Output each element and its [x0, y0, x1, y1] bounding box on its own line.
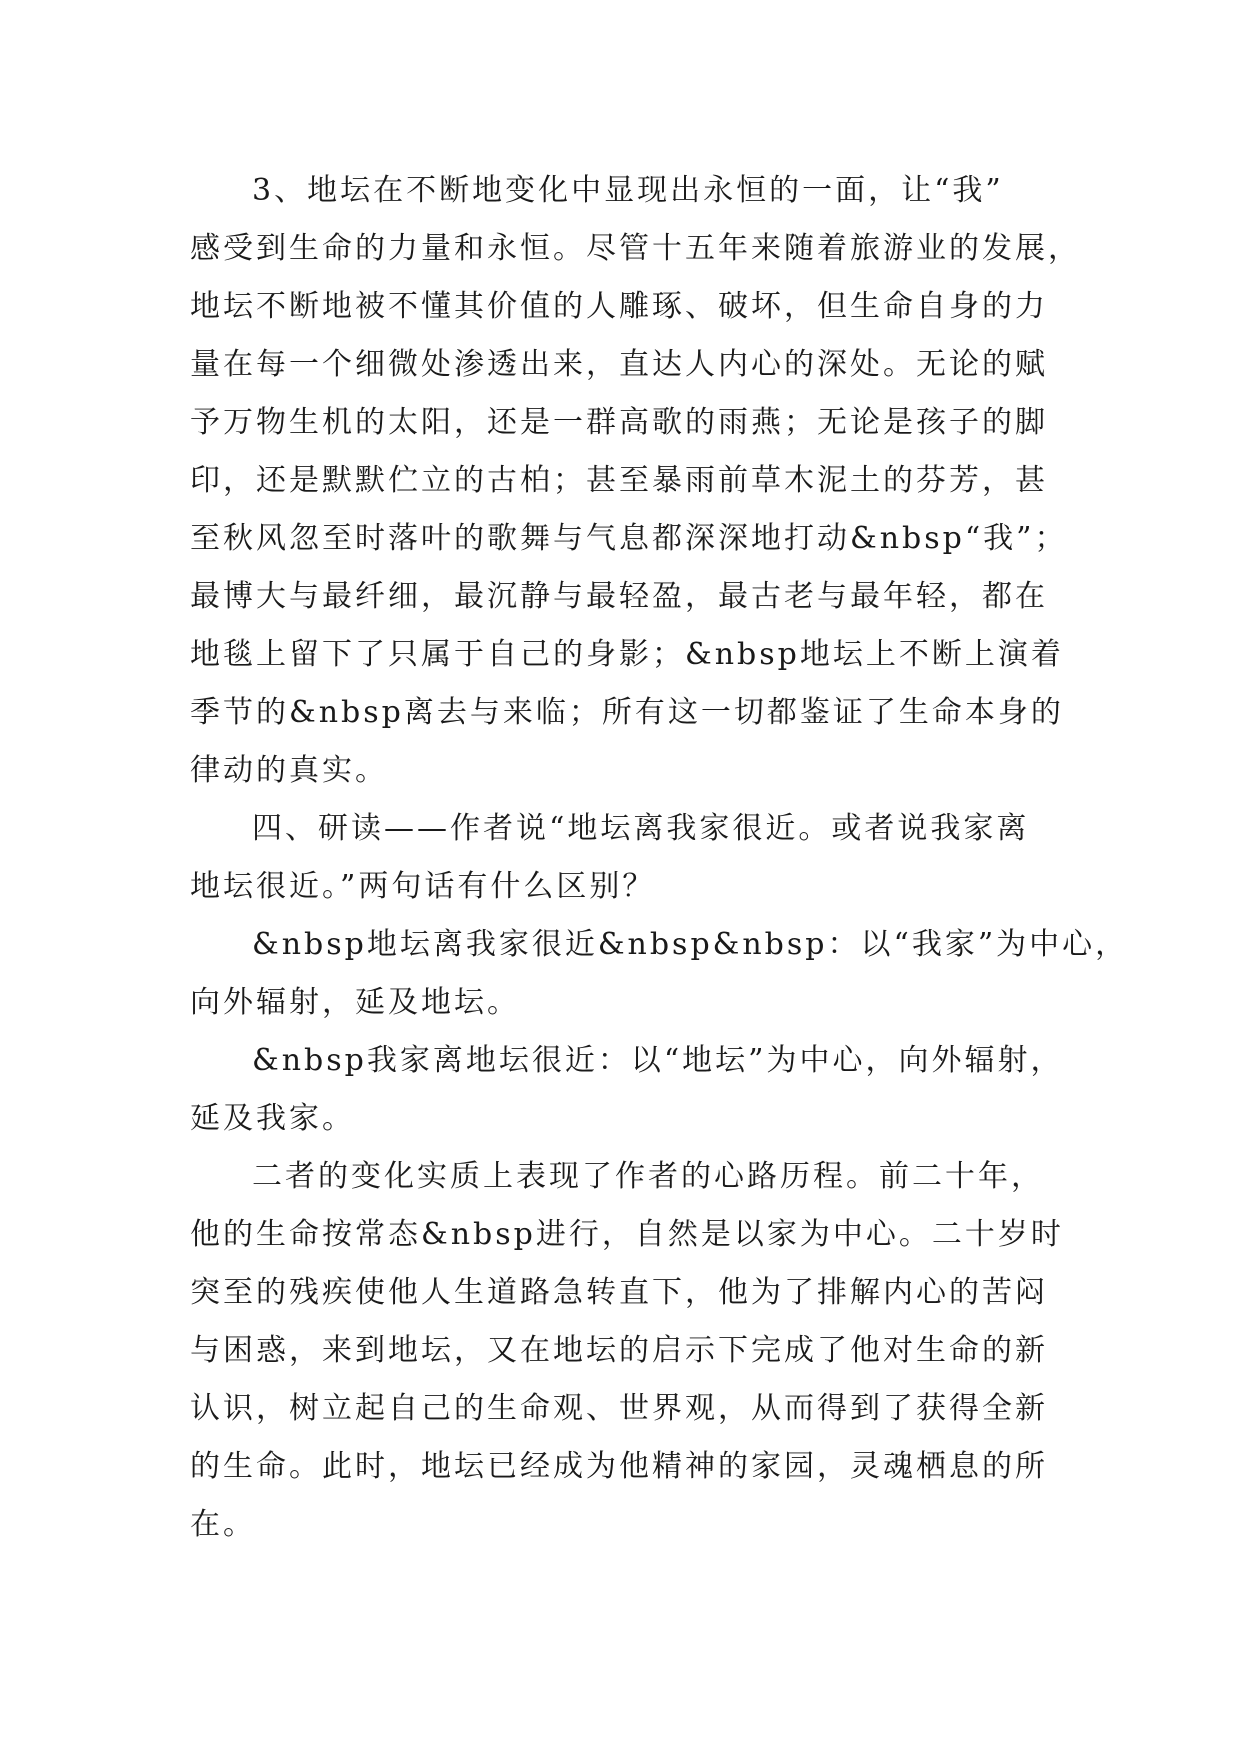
conclusion-line-3: 突至的残疾使他人生道路急转直下，他为了排解内心的苦闷 — [190, 1275, 1048, 1310]
section-4-heading-line-2: 地坛很近。”两句话有什么区别？ — [190, 869, 656, 904]
body-text — [190, 162, 1129, 1554]
paragraph-3-line-11: 律动的真实。 — [190, 753, 388, 788]
paragraph-3-line-2: 感受到生命的力量和永恒。尽管十五年来随着旅游业的发展， — [190, 231, 1081, 266]
paragraph-3-line-5: 予万物生机的太阳，还是一群高歌的雨燕；无论是孩子的脚 — [190, 405, 1048, 440]
point-2-line-1: &nbsp我家离地坛很近：以“地坛”为中心，向外辐射， — [252, 1043, 1064, 1078]
paragraph-3-line-8: 最博大与最纤细，最沉静与最轻盈，最古老与最年轻，都在 — [190, 579, 1048, 614]
paragraph-3-line-10: 季节的&nbsp离去与来临；所有这一切都鉴证了生命本身的 — [190, 695, 1064, 730]
conclusion-line-4: 与困惑，来到地坛，又在地坛的启示下完成了他对生命的新 — [190, 1333, 1048, 1368]
conclusion-line-5: 认识，树立起自己的生命观、世界观，从而得到了获得全新 — [190, 1391, 1048, 1426]
point-1-line-2: 向外辐射，延及地坛。 — [190, 985, 520, 1020]
conclusion-line-1: 二者的变化实质上表现了作者的心路历程。前二十年， — [252, 1159, 1044, 1194]
conclusion-line-7: 在。 — [190, 1507, 256, 1542]
conclusion-line-6: 的生命。此时，地坛已经成为他精神的家园，灵魂栖息的所 — [190, 1449, 1048, 1484]
point-1-line-1: &nbsp地坛离我家很近&nbsp&nbsp：以“我家”为中心， — [252, 927, 1129, 962]
paragraph-3-line-1: 3、地坛在不断地变化中显现出永恒的一面，让“我” — [252, 173, 1004, 208]
point-2-line-2: 延及我家。 — [190, 1101, 355, 1136]
paragraph-3-line-7: 至秋风忽至时落叶的歌舞与气息都深深地打动&nbsp“我”； — [190, 521, 1068, 556]
paragraph-3-line-3: 地坛不断地被不懂其价值的人雕琢、破坏，但生命自身的力 — [190, 289, 1048, 324]
conclusion-line-2: 他的生命按常态&nbsp进行，自然是以家为中心。二十岁时 — [190, 1217, 1064, 1252]
paragraph-3-line-6: 印，还是默默伫立的古柏；甚至暴雨前草木泥土的芬芳，甚 — [190, 463, 1048, 498]
paragraph-3-line-4: 量在每一个细微处渗透出来，直达人内心的深处。无论的赋 — [190, 347, 1048, 382]
section-4-heading-line-1: 四、研读——作者说“地坛离我家很近。或者说我家离 — [252, 811, 1030, 846]
paragraph-3-line-9: 地毯上留下了只属于自己的身影；&nbsp地坛上不断上演着 — [190, 637, 1064, 672]
